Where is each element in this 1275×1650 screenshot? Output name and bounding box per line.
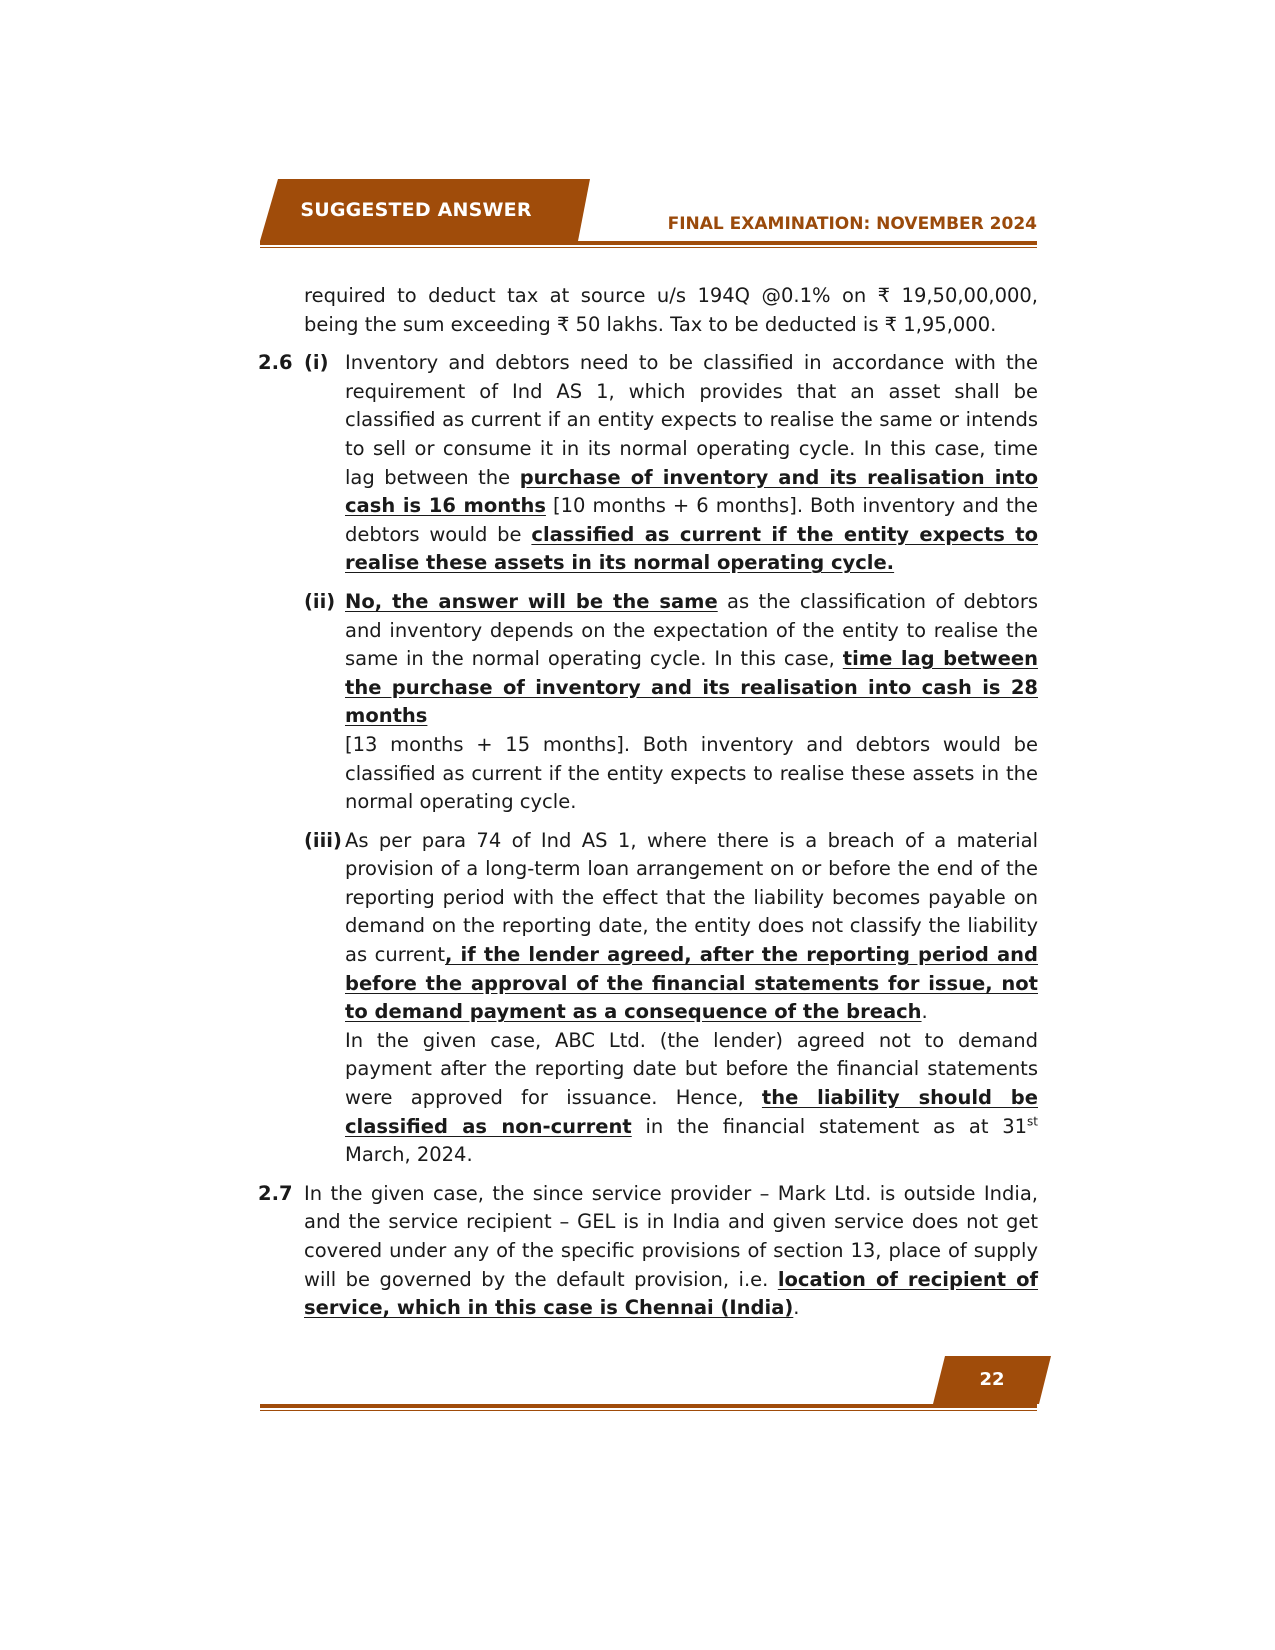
answer-text — [345, 588, 1038, 731]
text-run: as the classification of debtors and inventory depends on the expectation of the entity to realise the same in the normal operating cycle. In this case, — [345, 589, 1038, 671]
superscript: st — [1027, 1114, 1038, 1129]
emphasis-run: purchase of inventory and its realisation into cash is 16 months — [345, 465, 1039, 518]
text-run: [10 months + 6 months]. Both inventory and the debtors would be — [345, 494, 1038, 546]
page-number-badge — [933, 1356, 1051, 1404]
page-number: 22 — [979, 1369, 1005, 1390]
answer-text — [304, 1180, 1038, 1323]
text-run: Inventory and debtors need to be classified in accordance with the requirement of Ind AS 1, which provides that an asset shall be classified as current if an entity expects to realise the same or intends to sell or consume it in its normal operating cycle. In this case, time lag between the — [345, 351, 1038, 489]
answer-2-7 — [258, 1180, 1038, 1323]
emphasis-run: location of recipient of service, which in this case is Chennai (India) — [304, 1267, 1038, 1320]
answer-text-continued: [13 months + 15 months]. Both inventory and debtors would be classified as current if the entity expects to realise these assets in the normal operating cycle. — [345, 732, 1038, 814]
text-run: As per para 74 of Ind AS 1, where there is a breach of a material provision of a long-term loan arrangement on or before the end of the reporting period with the effect that the liability becomes payable on demand on the reporting date, the entity does not classify the liability as current — [345, 828, 1038, 967]
answer-2-6-iii — [258, 827, 1038, 1170]
answer-text-continued — [345, 1027, 1038, 1170]
header-badge-label: SUGGESTED ANSWER — [300, 199, 532, 221]
emphasis-run: classified as current if the entity expects to realise these assets in its normal operating cycle. — [345, 522, 1039, 575]
emphasis-run: , if the lender agreed, after the reporting period and before the approval of the financial statements for issue, not to demand payment as a consequence of the breach — [345, 943, 1039, 1024]
answer-2-6-i — [258, 349, 1038, 578]
exam-title: FINAL EXAMINATION: NOVEMBER 2024 — [667, 214, 1037, 234]
question-number: 2.7 — [258, 1181, 293, 1205]
emphasis-run: time lag between the purchase of inventory and its realisation into cash is 28 months — [345, 647, 1038, 728]
text-run: . — [921, 1000, 928, 1024]
footer-divider-thin — [260, 1410, 1037, 1411]
sub-question-label: (i) — [304, 351, 329, 375]
header-badge — [260, 179, 590, 241]
question-number: 2.6 — [258, 351, 293, 375]
sub-question-label: (ii) — [304, 589, 336, 613]
answer-content — [258, 282, 1038, 1323]
header-divider — [260, 241, 1037, 245]
emphasis-run: the liability should be classified as non-current — [345, 1086, 1038, 1138]
sub-question-label: (iii) — [304, 828, 342, 852]
footer-divider — [260, 1404, 1037, 1408]
text-run: In the given case, ABC Ltd. (the lender) agreed not to demand payment after the reporting date but before the financial statements were approved for issuance. Hence, — [345, 1028, 1038, 1110]
intro-text: required to deduct tax at source u/s 194Q @0.1% on ₹ 19,50,00,000, being the sum exceeding ₹ 50 lakhs. Tax to be deducted is ₹ 1,95,000. — [304, 284, 1038, 336]
intro-paragraph — [258, 282, 1038, 339]
answer-2-6-ii — [258, 588, 1038, 817]
answer-text — [345, 827, 1038, 1027]
emphasis-run: No, the answer will be the same — [345, 589, 718, 613]
text-run: In the given case, the since service provider – Mark Ltd. is outside India, and the service recipient – GEL is in India and given service does not get covered under any of the specific provisions of section 13, place of supply will be governed by the default provision, i.e. — [304, 1181, 1038, 1291]
text-run: March, 2024. — [345, 1143, 473, 1167]
header-divider-thin — [260, 247, 1037, 248]
text-run: . — [793, 1296, 800, 1320]
text-run: in the financial statement as at 31 — [631, 1114, 1028, 1138]
answer-text — [345, 349, 1038, 578]
